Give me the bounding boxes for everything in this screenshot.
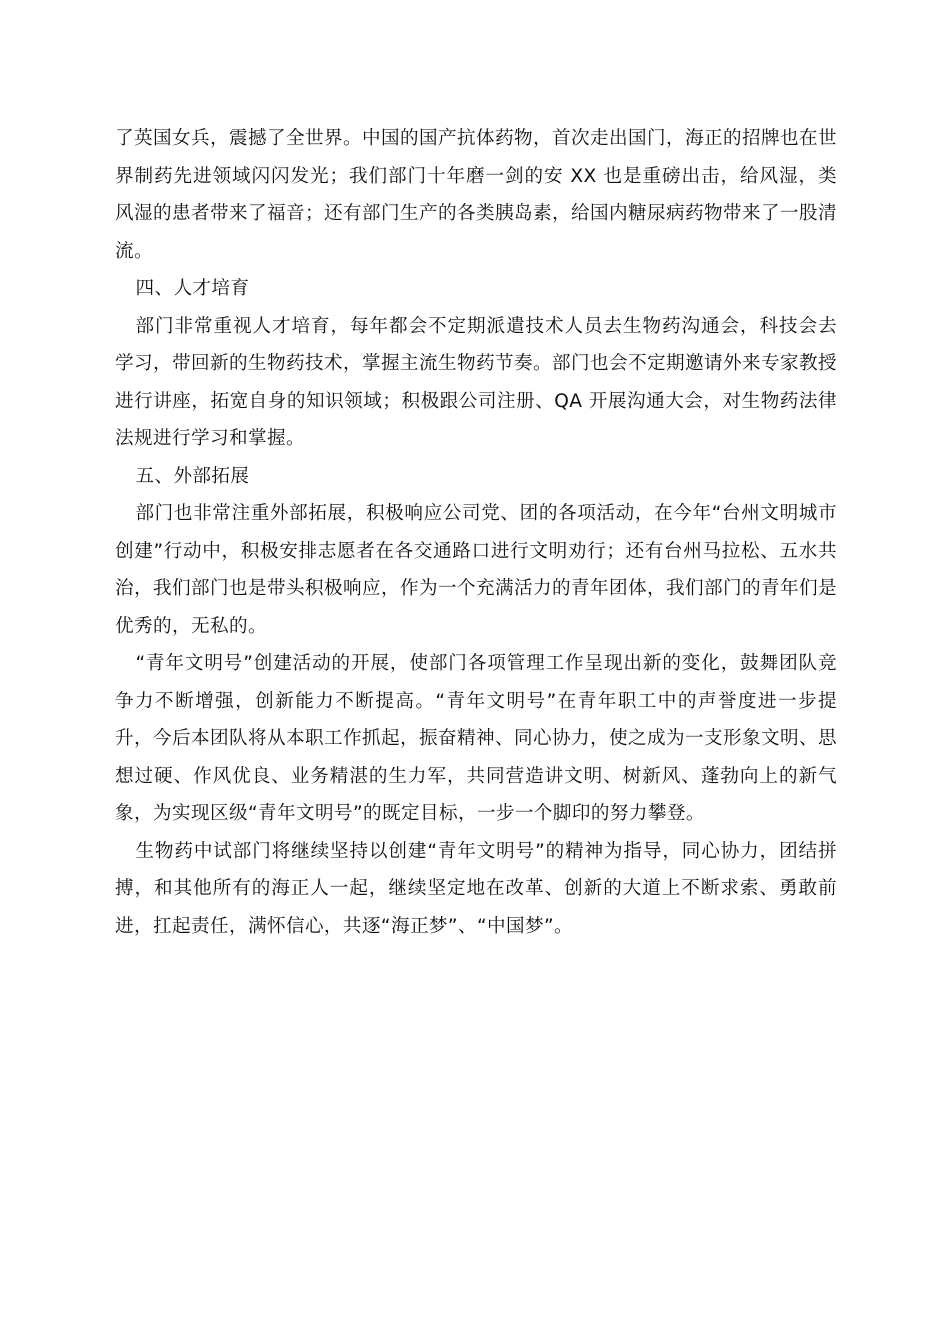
- document-page: [115, 120, 837, 945]
- paragraph-youth-civilization: “青年文明号”创建活动的开展，使部门各项管理工作呈现出新的变化，鼓舞团队竞争力不断增强，创新能力不断提高。“青年文明号”在青年职工中的声誉度进一步提升，今后本团队将从本职工作抓起，振奋精神、同心协力，使之成为一支形象文明、思想过硬、作风优良、业务精湛的生力军，共同营造讲文明、树新风、蓬勃向上的新气象，为实现区级“青年文明号”的既定目标，一步一个脚印的努力攀登。: [115, 653, 837, 824]
- paragraph-talent-training: 部门非常重视人才培育，每年都会不定期派遣技术人员去生物药沟通会，科技会去学习，带回新的生物药技术，掌握主流生物药节奏。部门也会不定期邀请外来专家教授进行讲座，拓宽自身的知识领域；积极跟公司注册、QA 开展沟通大会，对生物药法律法规进行学习和掌握。: [115, 315, 837, 449]
- paragraph-conclusion: 生物药中试部门将继续坚持以创建“青年文明号”的精神为指导，同心协力，团结拼搏，和其他所有的海正人一起，继续坚定地在改革、创新的大道上不断求索、勇敢前进，扛起责任，满怀信心，共逐“海正梦”、“中国梦”。: [115, 840, 837, 937]
- paragraph-external-expansion: 部门也非常注重外部拓展，积极响应公司党、团的各项活动，在今年“台州文明城市创建”行动中，积极安排志愿者在各交通路口进行文明劝行；还有台州马拉松、五水共治，我们部门也是带头积极响应，作为一个充满活力的青年团体，我们部门的青年们是优秀的，无私的。: [115, 503, 837, 637]
- section-heading-external-expansion: 五、外部拓展: [135, 465, 250, 487]
- section-heading-talent-training: 四、人才培育: [135, 278, 250, 299]
- paragraph-continuation: 了英国女兵，震撼了全世界。中国的国产抗体药物，首次走出国门，海正的招牌也在世界制药先进领域闪闪发光；我们部门十年磨一剑的安 XX 也是重磅出击，给风湿，类风湿的患者带来了福音；还有部门生产的各类胰岛素，给国内糖尿病药物带来了一股清流。: [115, 128, 837, 262]
